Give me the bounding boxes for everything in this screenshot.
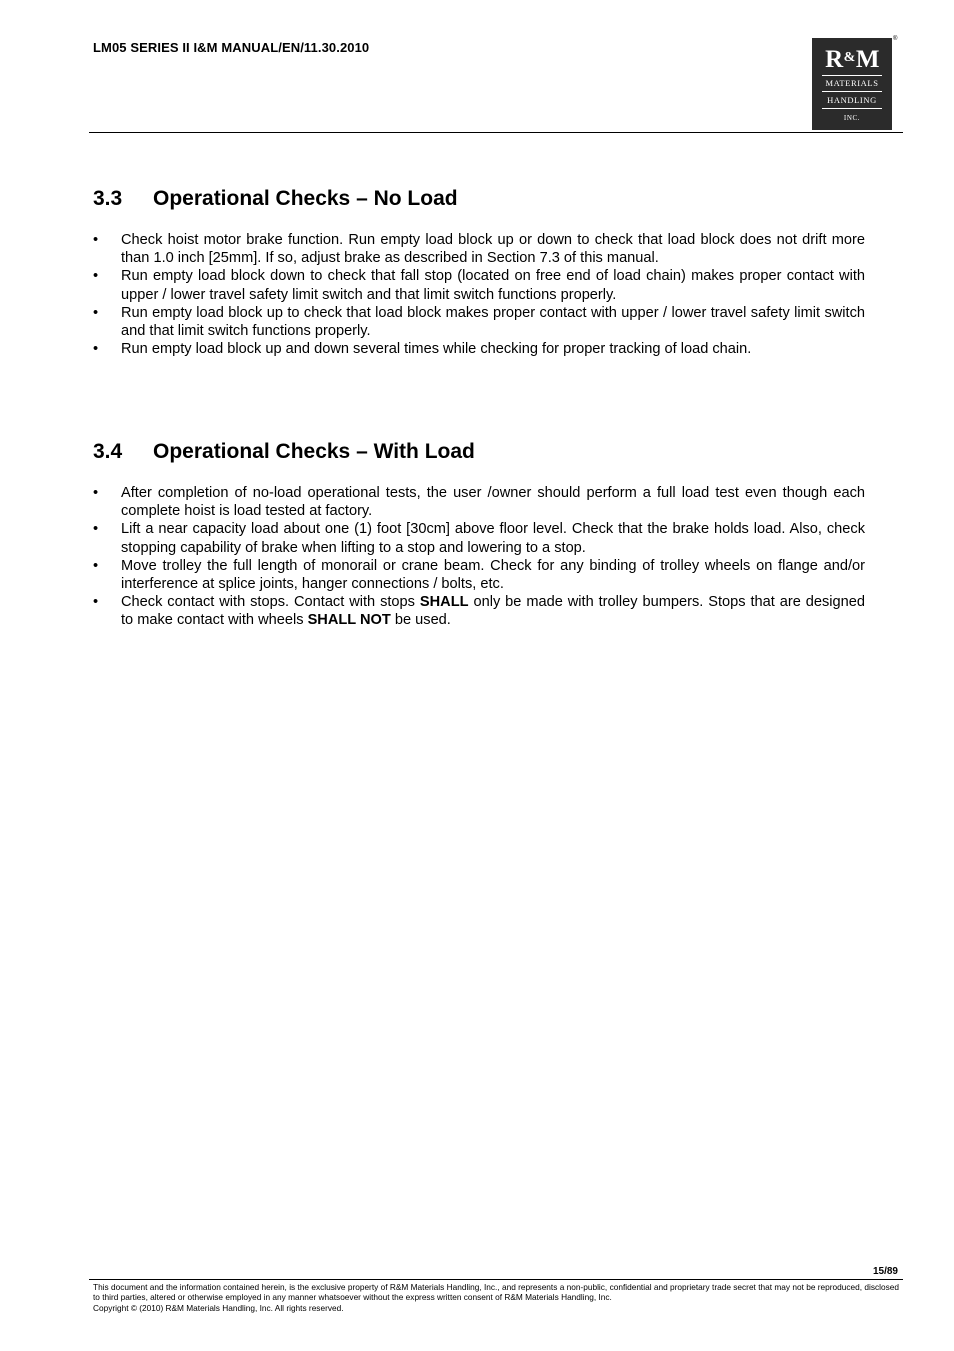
logo-line-inc: INC. <box>843 114 861 122</box>
copyright-notice: Copyright © (2010) R&M Materials Handling, Inc. All rights reserved. <box>93 1302 344 1313</box>
item-text: After completion of no-load operational tests, the user /owner should perform a full load test even though each complete hoist is load tested at factory. <box>121 485 865 520</box>
company-logo <box>812 38 892 130</box>
footer-notice <box>93 1282 899 1313</box>
item-text: Run empty load block up to check that load block makes proper contact with upper / lower travel safety limit switch and that limit switch functions properly. <box>121 304 865 340</box>
item-text: only be made with trolley bumpers. Stops that are designed to make contact with wheels <box>121 594 865 629</box>
bullet-icon: • <box>93 341 99 358</box>
header-divider <box>89 132 903 133</box>
list-item <box>93 231 865 267</box>
checklist <box>93 484 865 630</box>
logo-divider <box>822 91 882 92</box>
registered-mark: ® <box>893 36 898 42</box>
bullet-icon: • <box>93 232 99 248</box>
list-item <box>93 484 865 520</box>
document-header-title: LM05 SERIES II I&M MANUAL/EN/11.30.2010 <box>93 40 370 55</box>
page-number: 15/89 <box>872 1266 898 1277</box>
list-item <box>93 340 865 358</box>
logo-mark <box>812 44 892 74</box>
list-item <box>93 267 865 303</box>
item-text: Move trolley the full length of monorail or crane beam. Check for any binding of trolley wheels on flange and/or interference at splice joints, hanger connections / bolts, etc. <box>121 557 865 593</box>
logo-divider <box>822 108 882 109</box>
section-3-4 <box>93 439 865 630</box>
logo-divider <box>822 75 882 76</box>
bullet-icon: • <box>93 557 99 574</box>
section-number: 3.3 <box>93 187 123 210</box>
item-text: Lift a near capacity load about one (1) foot [30cm] above floor level. Check that the brake holds load. Also, check stopping capability of brake when lifting to a stop and lowering to a stop. <box>121 521 865 556</box>
section-title: Operational Checks – With Load <box>153 440 475 463</box>
section-heading <box>93 439 865 465</box>
checklist <box>93 231 865 358</box>
logo-letter-r: R <box>825 46 843 73</box>
bullet-icon: • <box>93 268 99 285</box>
logo-line-handling: HANDLING <box>827 95 877 105</box>
list-item <box>93 520 865 556</box>
section-title: Operational Checks – No Load <box>153 187 458 210</box>
list-item <box>93 593 865 629</box>
logo-letter-m: M <box>855 46 879 73</box>
logo-line-materials: MATERIALS <box>825 78 879 88</box>
item-text: Run empty load block up and down several times while checking for proper tracking of load chain. <box>121 341 752 358</box>
section-number: 3.4 <box>93 440 123 463</box>
item-text: Run empty load block down to check that fall stop (located on free end of load chain) makes proper contact with upper / lower travel safety limit switch and that limit switch functions properly. <box>121 268 865 303</box>
section-3-3 <box>93 186 865 358</box>
item-text: Check contact with stops. Contact with stops <box>121 594 420 611</box>
logo-ampersand: & <box>843 50 855 65</box>
footer-divider <box>89 1279 903 1280</box>
bullet-icon: • <box>93 485 99 501</box>
bullet-icon: • <box>93 304 99 321</box>
emphasis-text: SHALL <box>419 594 469 611</box>
emphasis-text: SHALL NOT <box>307 612 391 629</box>
item-text: Check hoist motor brake function. Run empty load block up or down to check that load block does not drift more than 1.0 inch [25mm]. If so, adjust brake as described in Section 7.3 of this manual. <box>121 232 865 267</box>
bullet-icon: • <box>93 594 99 611</box>
bullet-icon: • <box>93 521 99 538</box>
confidentiality-notice: This document and the information contained herein, is the exclusive property of R&M Materials Handling, Inc., and represents a non-public, confidential and proprietary trade secret that may not be reproduced, disclosed to third parties, altered or otherwise employed in any manner whatsoever without the express written consent of R&M Materials Handling, Inc. <box>93 1282 899 1303</box>
section-heading <box>93 186 865 212</box>
list-item <box>93 557 865 593</box>
list-item <box>93 304 865 340</box>
item-text: be used. <box>390 612 451 629</box>
